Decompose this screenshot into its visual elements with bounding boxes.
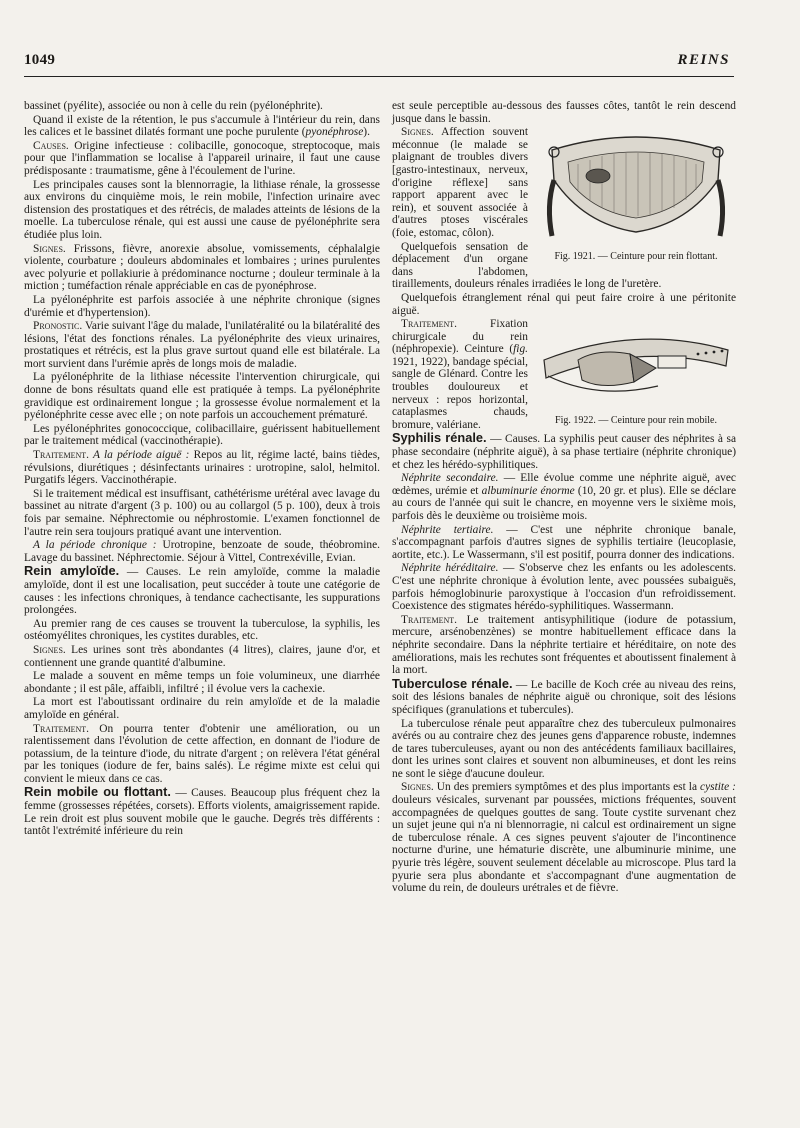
page-header bbox=[24, 52, 730, 72]
paragraph bbox=[24, 423, 380, 448]
text-run: Au premier rang de ces causes se trouvent la tuberculose, la syphilis, les ostéomyélites chroniques, les cystites durables, etc. bbox=[24, 617, 380, 643]
text-run: cystite : bbox=[700, 781, 736, 794]
text-run: Affection souvent méconnue (le malade se plaignant de troubles divers [gastro-intestinaux, nerveux, d'origine réflexe] sans rapport apparent avec le rein), et souvent associée à d'autres ptoses viscérales (foie, estomac, côlon). bbox=[392, 126, 528, 239]
paragraph bbox=[24, 320, 380, 370]
text-run: Urotropine, benzoate de soude, théobromine. Lavage du bassinet. Néphrectomie. Séjour à Vittel, Contrexéville, Evian. bbox=[24, 539, 380, 564]
page-number: 1049 bbox=[24, 52, 56, 68]
text-run: Le traitement antisyphilitique (iodure de potassium, mercure, arsénobenzènes) se montre habituellement efficace dans la néphrite secondaire. Dans la néphrite tertiaire et héréditaire, on note des améliorations, mais les rechutes sont fréquentes et aboutissent finalement à la mort. bbox=[392, 613, 736, 677]
paragraph bbox=[392, 614, 736, 677]
section-label: Traitement. bbox=[33, 449, 90, 462]
section-heading: Rein mobile ou flottant. bbox=[24, 784, 171, 800]
paragraph bbox=[24, 114, 380, 139]
text-run: — S'observe chez les enfants ou les adolescents. C'est une néphrite chronique à évolution lente, avec poussées subaiguës, parfois hémoglobinurie paroxystique à l'occasion d'un refroidissement. Coexistence des stigmates hérédo-syphilitiques. Wassermann. bbox=[392, 562, 736, 613]
paragraph bbox=[392, 562, 736, 612]
section-label: Causes. bbox=[33, 139, 69, 152]
paragraph bbox=[392, 781, 736, 894]
text-run: Néphrite tertiaire. bbox=[401, 523, 494, 536]
text-run: Néphrite secondaire. bbox=[401, 472, 499, 485]
text-run: — Causes. Beaucoup plus fréquent chez la femme (grossesses répétées, corsets). Efforts violents, amaigrissement rapide. Le rein droit est plus souvent mobile que le gauche. Degrés très différents : tantôt l'extrémité inférieure du rein bbox=[24, 787, 380, 838]
paragraph bbox=[24, 179, 380, 242]
text-run: bassinet (pyélite), associée ou non à celle du rein (pyélonéphrite). bbox=[24, 100, 323, 112]
paragraph bbox=[24, 670, 380, 695]
section-heading: Syphilis rénale. bbox=[392, 430, 487, 446]
text-run: Quelquefois sensation de déplacement d'un organe dans l'abdomen, tiraillements, douleurs rénales irradiées le long de l'uretère. bbox=[392, 240, 662, 291]
running-title: REINS bbox=[677, 52, 730, 68]
text-run: (10, 20 gr. et plus). Elle se déclare au cours de l'année qui suit le chancre, en moyenne vers le sixième mois, parfois dès le deuxième ou troisième mois. bbox=[392, 484, 737, 522]
belt-floating-kidney-illustration bbox=[538, 128, 734, 248]
figure-1921 bbox=[536, 128, 736, 262]
text-run: Quelquefois étranglement rénal qui peut faire croire à une péritonite aiguë. bbox=[392, 291, 736, 317]
text-run: Un des premiers symptômes et des plus importants est la bbox=[433, 781, 701, 794]
text-run: — C'est une néphrite chronique banale, s'accompagnant parfois d'autres signes de syphilis tertiaire (leucoplasie, aortite, etc.). Le Wassermann, s'il est positif, pourra donner des indications. bbox=[392, 523, 736, 561]
belt-mobile-kidney-illustration bbox=[538, 320, 734, 412]
paragraph bbox=[24, 488, 380, 538]
text-run: ). bbox=[363, 126, 370, 139]
paragraph bbox=[24, 644, 380, 669]
text-run: pyonéphrose bbox=[305, 126, 364, 139]
text-run: Frissons, fièvre, anorexie absolue, vomissements, céphalalgie violente, courbature ; douleurs abdominales et lombaires ; urines purulentes avec polyurie et pollakiurie à prédominance nocturne ; douleur terminale à la miction ; tuméfaction rénale appréciable en cas de pyonéphrose. bbox=[24, 242, 380, 293]
paragraph bbox=[24, 140, 380, 178]
figure-1922 bbox=[536, 320, 736, 426]
paragraph bbox=[392, 100, 736, 125]
paragraph bbox=[392, 718, 736, 781]
section-label: Pronostic. bbox=[33, 320, 83, 333]
text-run: Fixation chirurgicale du rein (néphropexie). Ceinture ( bbox=[392, 318, 528, 356]
section-heading: Tuberculose rénale. bbox=[392, 675, 513, 691]
text-run: Les principales causes sont la blennorragie, la lithiase rénale, la grossesse aux environs du cinquième mois, le rein mobile, l'infection urinaire avec distension des prostatiques et des rétrécis, de malades atteints de lésions de la moelle. La tuberculose rénale, qui est aussi une cause de pyélonéphrite sera étudiée plus loin. bbox=[24, 178, 380, 241]
text-run: Si le traitement médical est insuffisant, cathétérisme urétéral avec lavage du bassinet au nitrate d'argent (3 p. 100) ou au collargol (5 p. 100), deux à trois fois par semaine. Néphrectomie ou néphrostomie. L'examen fonctionnel de l'autre rein sera toujours pratiqué avant une intervention. bbox=[24, 487, 380, 538]
paragraph bbox=[24, 243, 380, 293]
text-run: A la période chronique : bbox=[33, 539, 157, 552]
paragraph bbox=[392, 675, 736, 717]
paragraph bbox=[24, 294, 380, 319]
section-label: Signes. bbox=[33, 643, 66, 656]
text-run: La pyélonéphrite de la lithiase nécessite l'intervention chirurgicale, qui donne de bons résultats quand elle est pratiquée à temps. La pyélonéphrite gravidique est ordinairement longue ; la grossesse évolue normalement et la pyélonéphrite cesse avec elle ; on note parfois un accouchement prématuré. bbox=[24, 371, 380, 422]
section-label: Traitement. bbox=[401, 318, 458, 331]
text-run: Les pyélonéphrites gonococcique, colibacillaire, guérissent habituellement par le traitement médical (vaccinothérapie). bbox=[24, 422, 380, 448]
text-run: Le malade a souvent en même temps un foie volumineux, une diarrhée abondante ; il est pâle, affaibli, infiltré ; il évolue vers la cachexie. bbox=[24, 670, 380, 695]
text-run: — Elle évolue comme une néphrite aiguë, avec œdèmes, urémie et bbox=[392, 472, 736, 497]
text-run: 1921, 1922), bandage spécial, sangle de Glénard. Contre les troubles douloureux et nerveux : repos horizontal, cataplasmes chauds, bromure, valériane. bbox=[392, 355, 529, 431]
text-run: Repos au lit, régime lacté, bains tièdes, révulsions, diurétiques ; désinfectants urinaires : urotropine, salol, helmitol. Purgatifs légers. Vaccinothérapie. bbox=[24, 449, 381, 487]
text-run: fig. bbox=[513, 343, 528, 356]
paragraph bbox=[392, 472, 736, 522]
paragraph bbox=[392, 524, 736, 562]
figure-caption: Fig. 1922. — Ceinture pour rein mobile. bbox=[555, 415, 717, 427]
paragraph bbox=[24, 696, 380, 721]
text-run: Varie suivant l'âge du malade, l'unilatéralité ou la bilatéralité des lésions, l'état des fonctions rénales. La pyélonéphrite des vieux urinaires, prostatiques et rétrécis, est la plus grave surtout quand elle est bilatérale. La mort survient dans l'urémie après de longs mois de maladie. bbox=[24, 320, 380, 370]
text-run: Quand il existe de la rétention, le pus s'accumule à l'intérieur du rein, dans les calices et le bassinet dilatés formant une poche purulente ( bbox=[24, 113, 380, 139]
figure-caption: Fig. 1921. — Ceinture pour rein flottant. bbox=[554, 251, 718, 263]
text-run: Origine infectieuse : colibacille, gonocoque, streptocoque, mais pour que l'inflammation se localise à l'appareil urinaire, il faut une cause prédisposante : traumatisme, gêne à l'écoulement de l'urine. bbox=[24, 139, 380, 177]
paragraph bbox=[24, 371, 380, 421]
text-run: Néphrite héréditaire. bbox=[401, 562, 499, 575]
text-run: — Causes. La syphilis peut causer des néphrites à sa phase secondaire (néphrite aiguë), à sa phase tertiaire (néphrite chronique) et chez les hérédo-syphilitiques. bbox=[392, 433, 737, 471]
paragraph bbox=[24, 786, 380, 837]
section-heading: Rein amyloïde. bbox=[24, 563, 120, 579]
paragraph bbox=[392, 432, 736, 471]
text-run: albuminurie énorme bbox=[481, 484, 575, 497]
text-run: La mort est l'aboutissant ordinaire du rein amyloïde et de la maladie amyloïde en général. bbox=[24, 696, 380, 721]
text-run: On pourra tenter d'obtenir une amélioration, ou un ralentissement dans l'évolution de cette affection, en donnant de l'iodure de potassium, de la teinture d'iode, du nitrate d'argent ; on relèvera l'état général par les toniques (iodure de fer, bains salés). Le régime mixte est celui qui convient le mieux dans ce cas. bbox=[24, 722, 380, 785]
section-label: Traitement. bbox=[401, 613, 458, 626]
text-run: Les urines sont très abondantes (4 litres), claires, jaune d'or, et contiennent une grande quantité d'albumine. bbox=[24, 643, 380, 669]
section-label: Traitement. bbox=[33, 722, 90, 735]
section-label: Signes. bbox=[401, 126, 434, 139]
paragraph bbox=[24, 723, 380, 786]
paragraph bbox=[24, 565, 380, 616]
paragraph bbox=[24, 618, 380, 643]
text-run: A la période aiguë : bbox=[89, 449, 190, 462]
text-run: La pyélonéphrite est parfois associée à une néphrite chronique (signes d'urémie et d'hypertension). bbox=[24, 293, 380, 319]
paragraph bbox=[24, 539, 380, 564]
right-column bbox=[392, 100, 736, 896]
text-run: La tuberculose rénale peut apparaître chez des tuberculeux pulmonaires avérés ou au contraire chez des jeunes gens d'apparence robuste, indemnes de tares tuberculeuses, ayant ou non des antécédents familiaux bacillaires, dont les urines sont claires et souvent non albumineuses, et dont les reins ne sont le siège d'aucune douleur. bbox=[392, 717, 736, 780]
text-run: douleurs vésicales, survenant par poussées, mictions fréquentes, souvent accompagnées de quelques gouttes de sang. Toute cystite survenant chez un sujet jeune qui n'a ni blennorragie, ni calcul est ordinairement un signe de tuberculose rénale. A ces signes peuvent s'ajouter de l'incontinence nocturne d'urine, une hématurie discrète, une albuminurie minime, une pyurie très légère, souvent seulement décelable au microscope. Plus tard la pyurie sera plus abondante et s'accompagnant d'une augmentation de volume du rein, de douleurs urétrales et de fièvre. bbox=[392, 794, 736, 895]
section-label: Signes. bbox=[33, 242, 66, 255]
header-rule bbox=[24, 76, 734, 77]
paragraph bbox=[24, 449, 380, 487]
text-run: est seule perceptible au-dessous des fausses côtes, tantôt le rein descend jusque dans le bassin. bbox=[392, 100, 736, 125]
paragraph bbox=[24, 100, 380, 113]
text-run: — Le bacille de Koch crée au niveau des reins, soit des lésions banales de néphrite aiguë ou chronique, soit des lésions spécifiques (granulations et tubercules). bbox=[392, 678, 736, 716]
left-column bbox=[24, 100, 380, 839]
section-label: Signes. bbox=[401, 781, 434, 794]
text-run: — Causes. Le rein amyloïde, comme la maladie amyloïde, dont il est une localisation, peut succéder à toute une catégorie de causes : les infections chroniques, à tendance cachectisante, les suppurations prolongées. bbox=[24, 566, 380, 617]
paragraph bbox=[392, 292, 736, 317]
